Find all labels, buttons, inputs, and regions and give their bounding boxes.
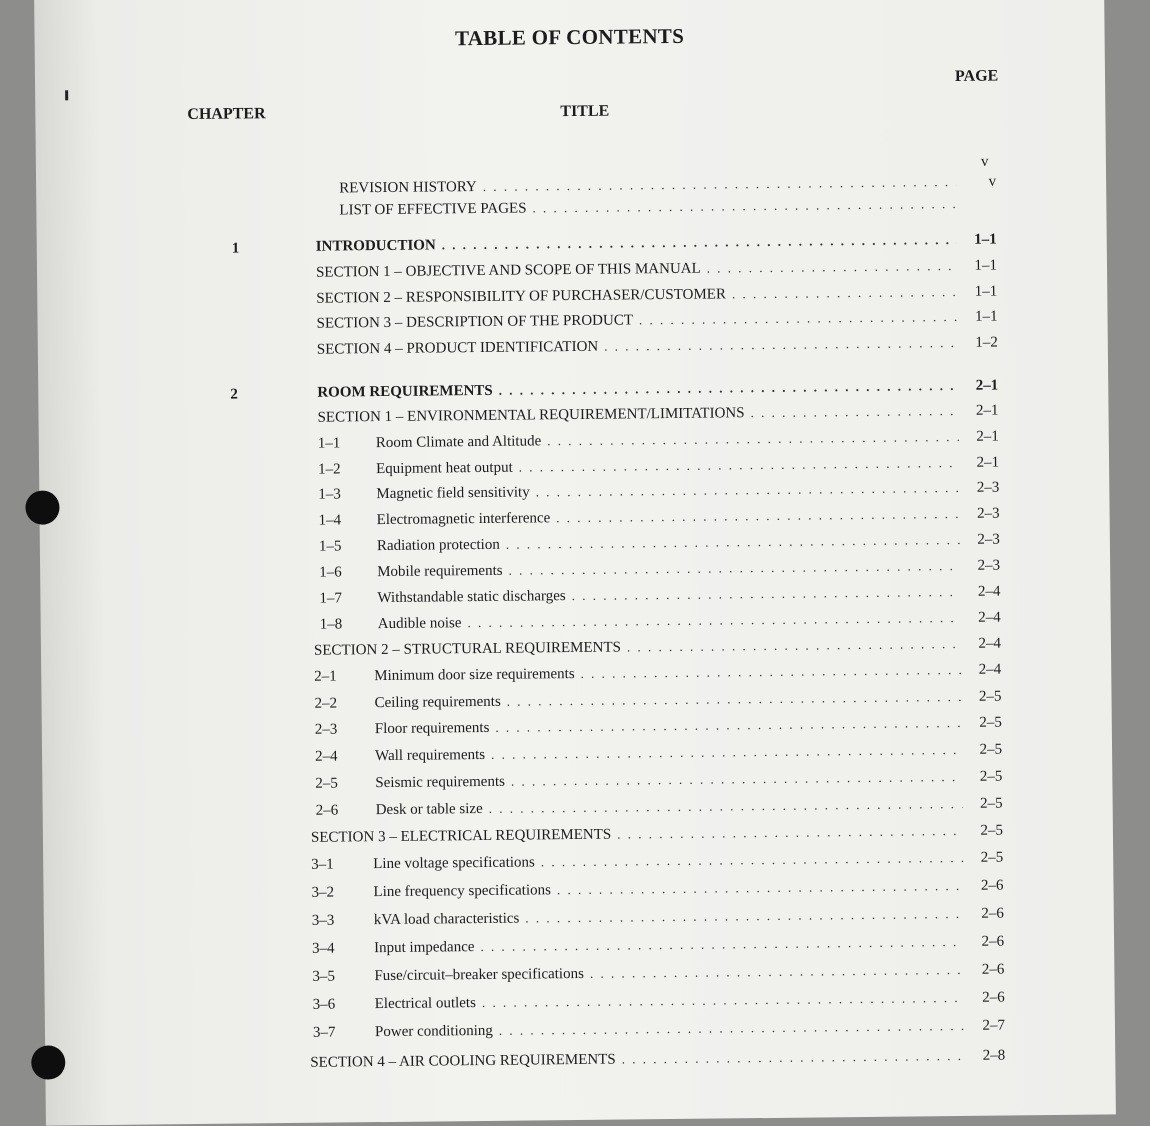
dot-leader (639, 309, 958, 328)
toc-entry[interactable] (314, 636, 1001, 665)
entry-page-number: 1–1 (957, 232, 997, 249)
toc-entry[interactable] (319, 558, 1000, 587)
dot-leader (732, 284, 957, 302)
entry-title: SECTION 1 – OBJECTIVE AND SCOPE OF THIS MANUAL (316, 261, 707, 282)
toc-entry[interactable] (311, 878, 1003, 907)
toc-entry[interactable] (316, 232, 997, 261)
entry-page-number: 2–3 (960, 506, 1000, 523)
entry-title: SECTION 3 – ELECTRICAL REQUIREMENTS (311, 827, 617, 847)
toc-entry[interactable] (315, 769, 1002, 798)
entry-page-number: 2–1 (958, 403, 998, 420)
entry-page-number: 1–1 (957, 258, 997, 275)
entry-title: Line frequency specifications (373, 882, 557, 901)
entry-title: Electrical outlets (375, 995, 482, 1013)
entry-number: 3–2 (311, 884, 373, 902)
title-column-header: TITLE (560, 103, 609, 122)
entry-title: Radiation protection (377, 537, 506, 555)
toc-entry[interactable] (317, 378, 998, 407)
toc-entry[interactable] (318, 455, 999, 484)
toc-entry[interactable] (320, 610, 1001, 639)
binder-hole-lower (31, 1045, 65, 1079)
dot-leader (541, 850, 964, 870)
entry-title: Audible noise (378, 615, 468, 633)
toc-entry[interactable] (316, 796, 1003, 825)
entry-page-number: 2–5 (962, 715, 1002, 732)
entry-number: 3–5 (312, 968, 374, 986)
toc-entry[interactable] (313, 1018, 1005, 1047)
entry-page-number: 2–6 (965, 990, 1005, 1007)
toc-entry[interactable] (317, 335, 998, 364)
dot-leader (590, 962, 965, 982)
toc-entry[interactable] (319, 506, 1000, 535)
entry-page-number: 2–6 (964, 934, 1004, 951)
toc-entry[interactable] (312, 934, 1004, 963)
toc-entry[interactable] (316, 258, 997, 287)
dot-leader (499, 378, 959, 399)
entry-title: Input impedance (374, 939, 481, 957)
entry-title: Magnetic field sensitivity (376, 484, 535, 503)
toc-entry[interactable] (314, 662, 1001, 691)
entry-page-number: 2–8 (965, 1048, 1005, 1065)
dot-leader (519, 455, 960, 476)
entry-number: 1–3 (318, 486, 376, 504)
entry-title: Fuse/circuit–breaker specifications (374, 966, 590, 985)
entry-title: kVA load characteristics (374, 911, 526, 930)
entry-title: Floor requirements (375, 720, 496, 738)
dot-leader (572, 584, 961, 604)
entry-page-number: 1–1 (957, 309, 997, 326)
entry-page-number: v (956, 174, 996, 191)
entry-page-number: 2–7 (965, 1018, 1005, 1035)
entry-title: SECTION 2 – STRUCTURAL REQUIREMENTS (314, 639, 627, 659)
entry-number: 3–1 (311, 856, 373, 874)
dot-leader (622, 1048, 966, 1068)
dot-leader (442, 232, 957, 253)
toc-entry[interactable] (319, 532, 1000, 561)
toc-entry[interactable] (317, 403, 998, 432)
dot-leader (506, 532, 960, 553)
entry-page-number: 2–5 (963, 850, 1003, 867)
dot-leader (489, 796, 963, 817)
dot-leader (511, 769, 963, 790)
entry-number: 1–2 (318, 461, 376, 479)
page-column-header: PAGE (955, 68, 998, 86)
toc-entry[interactable] (313, 990, 1005, 1019)
dot-leader (557, 878, 964, 898)
toc-entry[interactable] (312, 906, 1004, 935)
entry-title: Equipment heat output (376, 460, 519, 478)
entry-number: 2–1 (314, 668, 374, 686)
entry-title: Minimum door size requirements (374, 666, 581, 685)
entry-title: REVISION HISTORY (339, 179, 483, 198)
dot-leader (627, 636, 961, 655)
dot-leader (495, 715, 962, 736)
entry-number: 3–7 (313, 1024, 375, 1042)
dot-leader (536, 480, 960, 500)
entry-number: 1–8 (320, 616, 378, 634)
dot-leader (750, 403, 958, 421)
dot-leader (499, 1018, 965, 1039)
entry-title: SECTION 3 – DESCRIPTION OF THE PRODUCT (316, 312, 639, 332)
entry-title: Desk or table size (376, 801, 489, 819)
entry-page-number: 2–1 (959, 455, 999, 472)
entry-page-number: 2–5 (962, 769, 1002, 786)
dot-leader (467, 610, 960, 631)
entry-title: Wall requirements (375, 747, 491, 765)
chapter-number: 2 (230, 387, 238, 404)
toc-entry[interactable] (316, 284, 997, 313)
entry-title: Power conditioning (375, 1023, 499, 1041)
chapter-column-header: CHAPTER (187, 105, 265, 124)
entry-number: 3–3 (312, 912, 374, 930)
entry-page-number: 2–6 (963, 878, 1003, 895)
entry-page-number: 2–4 (961, 610, 1001, 627)
dot-leader (507, 689, 962, 710)
entry-page-number: 2–6 (964, 906, 1004, 923)
entry-page-number: 2–3 (960, 532, 1000, 549)
entry-page-number: 2–1 (959, 429, 999, 446)
entry-page-number: 2–4 (961, 636, 1001, 653)
entry-number: 3–4 (312, 940, 374, 958)
entry-page-number: 2–4 (961, 662, 1001, 679)
entry-title: Room Climate and Altitude (376, 433, 548, 452)
toc-entry[interactable] (318, 429, 999, 458)
toc-entry[interactable] (316, 309, 997, 338)
entry-number: 3–6 (313, 996, 375, 1014)
entry-title: Ceiling requirements (374, 694, 506, 712)
toc-entry[interactable] (312, 962, 1004, 991)
dot-leader (483, 174, 956, 195)
binder-hole-upper (25, 490, 59, 524)
entry-page-number: 2–1 (958, 378, 998, 395)
entry-title: SECTION 1 – ENVIRONMENTAL REQUIREMENT/LIMITATIONS (317, 405, 750, 427)
dot-leader (491, 742, 962, 763)
entry-number: 1–4 (319, 512, 377, 530)
entry-number: 2–3 (315, 721, 375, 739)
entry-title: SECTION 2 – RESPONSIBILITY OF PURCHASER/CUSTOMER (316, 286, 732, 307)
entry-page-number: 1–1 (957, 284, 997, 301)
toc-entry[interactable] (319, 584, 1000, 613)
chapter-number: 1 (232, 240, 240, 257)
entry-title: SECTION 4 – AIR COOLING REQUIREMENTS (310, 1052, 622, 1072)
dot-leader (707, 258, 957, 277)
entry-title: SECTION 4 – PRODUCT IDENTIFICATION (317, 339, 605, 359)
entry-page-number: 1–2 (958, 335, 998, 352)
toc-entry[interactable] (311, 850, 1003, 879)
entry-number: 2–6 (316, 802, 376, 820)
toc-entry[interactable] (318, 480, 999, 509)
toc-entry[interactable] (310, 1048, 1005, 1077)
dot-leader (480, 934, 964, 955)
entry-page-number: 2–5 (962, 742, 1002, 759)
entry-number: 2–5 (315, 775, 375, 793)
entry-title: Electromagnetic interference (377, 510, 557, 529)
entry-number: 1–5 (319, 538, 377, 556)
entry-title: ROOM REQUIREMENTS (317, 383, 499, 402)
toc-entry[interactable] (315, 742, 1002, 771)
front-matter-page-number: v (981, 154, 989, 171)
entry-number: 1–6 (319, 564, 377, 582)
entry-number: 2–4 (315, 748, 375, 766)
dot-leader (556, 506, 959, 526)
entry-number: 1–7 (319, 590, 377, 608)
entry-title: Withstandable static discharges (377, 588, 571, 607)
entry-page-number: 2–5 (963, 823, 1003, 840)
entry-page-number: 2–3 (960, 558, 1000, 575)
page-title: TABLE OF CONTENTS (34, 19, 1104, 55)
dot-leader (604, 335, 958, 355)
dot-leader (617, 823, 963, 843)
dot-leader (482, 990, 965, 1011)
toc-entry[interactable] (314, 689, 1001, 718)
entry-number: 1–1 (318, 435, 376, 453)
entry-title: Seismic requirements (375, 774, 511, 792)
entry-title: LIST OF EFFECTIVE PAGES (339, 200, 532, 219)
toc-entry[interactable] (311, 823, 1003, 852)
dot-leader (532, 196, 956, 216)
entry-page-number: 2–3 (959, 480, 999, 497)
entry-title: Line voltage specifications (373, 854, 541, 873)
dot-leader (508, 558, 960, 579)
entry-number: 2–2 (314, 695, 374, 713)
entry-title: Mobile requirements (377, 563, 509, 581)
entry-page-number: 2–5 (963, 796, 1003, 813)
entry-page-number: 2–4 (960, 584, 1000, 601)
entry-page-number: 2–6 (964, 962, 1004, 979)
dot-leader (547, 429, 959, 449)
entry-title: INTRODUCTION (316, 237, 442, 255)
entry-page-number: 2–5 (961, 689, 1001, 706)
dot-leader (525, 906, 964, 927)
document-page (34, 0, 1116, 1126)
toc-entry[interactable] (315, 715, 1002, 744)
dot-leader (581, 662, 962, 682)
page-mark (65, 90, 68, 100)
